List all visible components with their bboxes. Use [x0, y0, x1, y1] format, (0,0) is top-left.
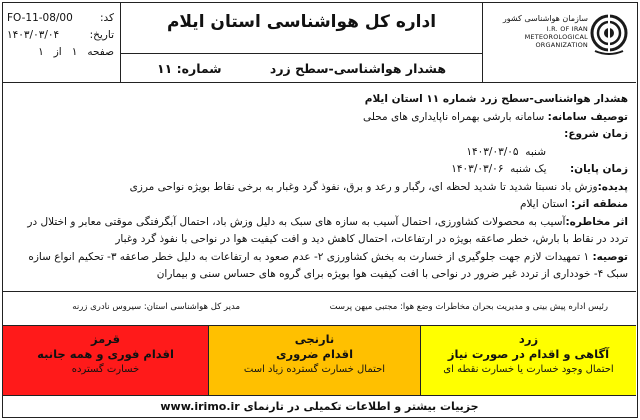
system-line — [11, 109, 628, 127]
document-header — [3, 3, 636, 83]
level-yellow — [420, 326, 636, 395]
signature-director: مدیر کل هواشناسی استان: سیروس نادری زرنه — [72, 302, 240, 312]
level-red — [3, 326, 208, 395]
footer — [3, 397, 636, 417]
page-number: ۱ — [71, 45, 78, 58]
level-yellow-action: آگاهی و اقدام در صورت نیاز — [447, 347, 610, 361]
start-line — [11, 126, 628, 144]
warning-body — [3, 83, 636, 284]
start-date-line — [11, 144, 628, 162]
date-value: ۱۴۰۳/۰۳/۰۴ — [7, 28, 60, 41]
end-day: یک شنبه — [510, 163, 547, 175]
end-line — [11, 161, 628, 179]
start-label: زمان شروع: — [564, 128, 628, 140]
impact-value: آسیب به محصولات کشاورزی، احتمال آسیب به سازه های سبک به دلیل وزش باد، احتمال آبگرفتگی موقتی معابر و اختلال در تردد در نقاط با بارش، خطر صاعقه بویژه در ارتفاعات، احتمال کاهش دید و افت کیفیت هوا در نواحی با نفوذ گرد وغبار — [27, 215, 628, 245]
date-label: تاریخ: — [89, 28, 114, 41]
start-day: شنبه — [525, 145, 546, 158]
impact-line — [11, 214, 628, 249]
region-value: استان ایلام — [520, 198, 568, 210]
page-total: ۱ — [38, 45, 44, 58]
advice-value: ۱ تمهیدات لازم جهت جلوگیری از خسارت به بخش کشاورزی ۲- عدم صعود به ارتفاعات به دلیل خطر صاعقه ۳- تحکیم انواع سازه سبک ۴- خودداری از تردد غیر ضرور در نواحی با افت کیفیت هوا بویژه برای گروه های حساس سنی و بیماران — [28, 250, 628, 280]
logo-english-text: I.R. OF IRAN METEOROLOGICAL ORGANIZATION — [524, 25, 588, 49]
website-link[interactable]: www.irimo.ir — [160, 400, 240, 413]
level-red-note: خسارت گسترده — [71, 364, 140, 375]
code-label: کد: — [99, 11, 114, 24]
logo-box — [483, 3, 636, 83]
title-box — [121, 3, 483, 83]
warning-headline: هشدار هواشناسی-سطح زرد شماره ۱۱ استان ایلام — [364, 93, 628, 105]
phenomenon-label: پدیده: — [597, 180, 628, 193]
advice-label: توصیه: — [592, 250, 628, 263]
system-value: سامانه بارشی بهمراه ناپایداری های محلی — [362, 110, 545, 123]
document-meta-box — [3, 3, 121, 83]
footer-text: جزییات بیشتر و اطلاعات تکمیلی در تارنمای — [243, 400, 479, 413]
system-label: توصیف سامانه: — [547, 110, 628, 123]
level-orange-note: احتمال خسارت گسترده زیاد است — [243, 364, 386, 375]
signature-row — [3, 291, 636, 325]
impact-label: اثر مخاطره: — [565, 215, 628, 228]
meteorological-organization-logo — [589, 13, 629, 57]
level-orange-title: نارنجی — [294, 332, 335, 346]
warning-document — [2, 2, 638, 418]
warning-title-row — [121, 53, 482, 83]
page-of: از — [53, 45, 62, 58]
warning-number: شماره: ۱۱ — [157, 61, 222, 76]
warning-level-legend — [3, 325, 636, 396]
level-red-title: قرمز — [91, 332, 120, 346]
phenomenon-line — [11, 179, 628, 197]
region-line — [11, 196, 628, 214]
level-red-action: اقدام فوری و همه جانبه — [37, 347, 174, 361]
level-orange — [208, 326, 420, 395]
phenomenon-value: وزش باد نسبتا شدید تا شدید لحظه ای، رگبار و رعد و برق، نفوذ گرد وغبار به برخی نقاط بویژه نواحی مرزی — [129, 180, 598, 193]
end-date: ۱۴۰۳/۰۳/۰۶ — [451, 163, 504, 175]
advice-line — [11, 249, 628, 284]
signature-forecast-head: رئیس اداره پیش بینی و مدیریت بحران مخاطرات وضع هوا: مجتبی میهن پرست — [329, 302, 608, 312]
level-yellow-note: احتمال وجود خسارت یا خسارت نقطه ای — [443, 364, 614, 375]
end-label: زمان پایان: — [569, 163, 628, 175]
code-value: FO-11-08/00 — [7, 11, 73, 24]
level-orange-action: اقدام ضروری — [275, 347, 354, 361]
level-yellow-title: زرد — [518, 332, 539, 346]
warning-title: هشدار هواشناسی-سطح زرد — [269, 61, 446, 76]
region-label: منطقه اثر: — [571, 198, 628, 210]
start-date: ۱۴۰۳/۰۳/۰۵ — [466, 145, 519, 158]
page-label: صفحه — [87, 45, 114, 58]
logo-persian-text: سازمان هواشناسی کشور — [502, 14, 588, 23]
org-title: اداره کل هواشناسی استان ایلام — [166, 12, 437, 32]
